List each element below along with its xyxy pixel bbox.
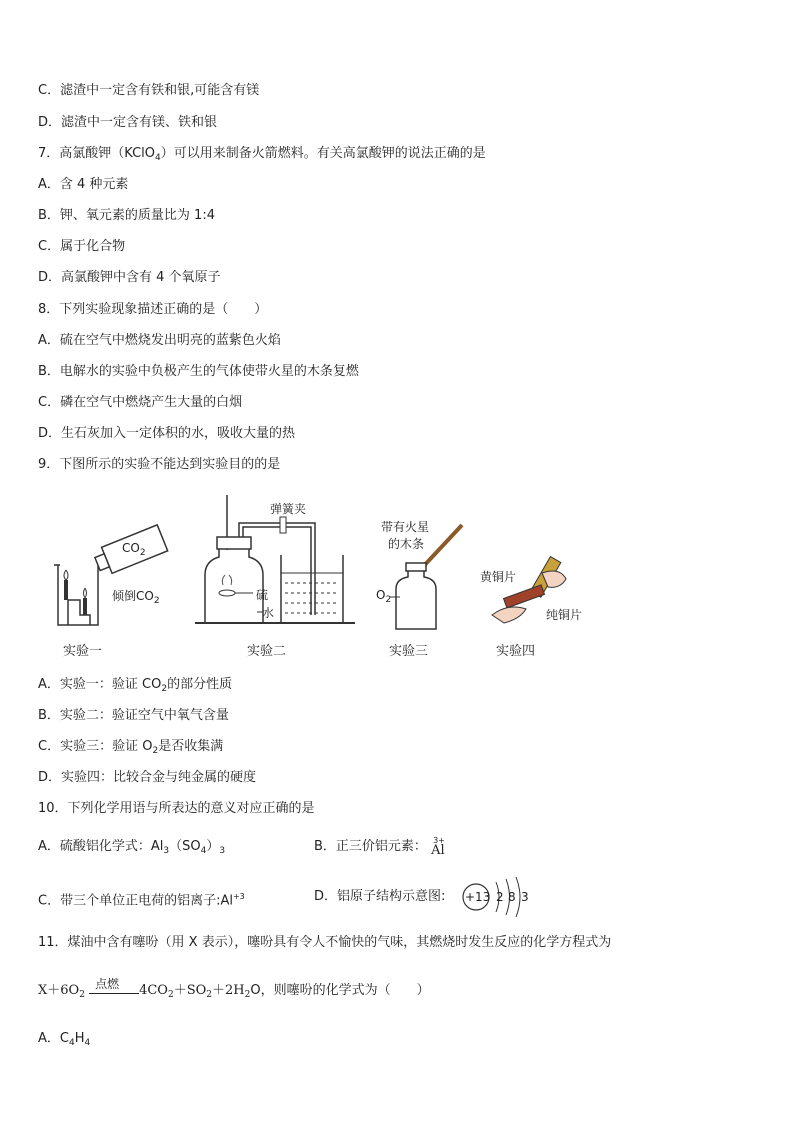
exp3-splint-label-1: 带有火星	[381, 520, 430, 534]
exp1-pour-sub: 2	[153, 596, 160, 606]
exp1-gas-sub: 2	[139, 548, 146, 558]
q7-sub: 4	[155, 153, 161, 163]
option-c-q7: C．属于化合物	[38, 239, 126, 254]
q10a-sub3: 3	[219, 846, 226, 856]
option-d-q8: D．生石灰加入一定体积的水，吸收大量的热	[38, 426, 296, 441]
q7-text-pre: 7．高氯酸钾（KClO	[38, 146, 156, 161]
q10a-mid: （SO	[169, 839, 201, 854]
exp3-gas-text: O	[376, 588, 386, 602]
option-a-q11	[38, 1030, 90, 1052]
nucleus-charge: +13	[465, 890, 491, 904]
option-b-q10	[314, 838, 449, 856]
option-c-q10	[38, 888, 245, 910]
option-a-q9	[38, 676, 232, 698]
eq-sub4: 2	[244, 990, 251, 1000]
exp1-gas-text: CO	[122, 541, 140, 555]
exp2-caption: 实验二	[247, 644, 287, 659]
option-c-q6: C．滤渣中一定含有铁和银,可能含有镁	[38, 83, 260, 98]
question-7	[38, 145, 486, 167]
option-b-q7: B．钾、氧元素的质量比为 1:4	[38, 208, 215, 223]
eq-sub2: 2	[167, 990, 174, 1000]
q11a-sub1: 4	[68, 1038, 75, 1048]
reaction-condition: 点燃	[95, 977, 120, 991]
q10a-sub2: 4	[200, 846, 207, 856]
exp4-copper-label: 纯铜片	[546, 608, 583, 622]
exp2-water-label: 水	[262, 606, 275, 620]
option-b-q8: B．电解水的实验中负极产生的气体使带火星的木条复燃	[38, 364, 359, 379]
q10b-text: B．正三价铝元素：	[314, 839, 427, 854]
exp3-gas-sub: 2	[385, 595, 392, 605]
option-a-q7: A．含 4 种元素	[38, 177, 129, 192]
option-d-q7: D．高氯酸钾中含有 4 个氧原子	[38, 270, 221, 285]
q11-equation	[38, 977, 430, 1004]
q9c-pre: C．实验三：验证 O	[38, 739, 153, 754]
exp1-pour-label	[112, 587, 160, 606]
exp1-caption: 实验一	[63, 644, 103, 659]
option-d-q9: D．实验四：比较合金与纯金属的硬度	[38, 770, 257, 785]
option-c-q8: C．磷在空气中燃烧产生大量的白烟	[38, 395, 243, 410]
option-c-q9	[38, 738, 223, 760]
q11a-pre: A．C	[38, 1031, 69, 1046]
exp1-pour-text: 倾倒CO	[112, 589, 154, 603]
q9a-sub: 2	[161, 684, 168, 694]
exp2-sulfur-label: 硫	[256, 588, 269, 602]
eq-r1: 4CO	[139, 983, 168, 998]
shell-3-electrons: 3	[521, 890, 529, 904]
exp3-splint-label-2: 的木条	[388, 537, 425, 551]
q10c-sup: +3	[232, 892, 245, 901]
exp3-o2-label	[376, 588, 391, 605]
question-9: 9．下图所示的实验不能达到实验目的的是	[38, 457, 281, 472]
eq-sub3: 2	[206, 990, 212, 1000]
eq-left: X＋6O	[38, 983, 80, 998]
eq-r4: O，则噻吩的化学式为（ ）	[250, 983, 430, 998]
reaction-arrow	[89, 977, 139, 994]
exp4-brass-label: 黄铜片	[480, 570, 517, 584]
q10b-sup: 3+	[433, 836, 445, 845]
q10a-end: ）	[206, 839, 220, 854]
q10b-al: Al	[431, 843, 445, 858]
arrow-line	[89, 993, 139, 994]
q10a-pre: A．硫酸铝化学式：Al	[38, 839, 164, 854]
option-b-q9: B．实验二：验证空气中氧气含量	[38, 708, 229, 723]
eq-r3: ＋2H	[212, 983, 245, 998]
eq-sub1: 2	[79, 990, 85, 1000]
q10a-sub1: 3	[163, 846, 170, 856]
option-d-q10: D．铝原子结构示意图:	[314, 889, 446, 904]
option-a-q8: A．硫在空气中燃烧发出明亮的蓝紫色火焰	[38, 333, 281, 348]
q9a-pre: A．实验一：验证 CO	[38, 677, 162, 692]
question-8: 8．下列实验现象描述正确的是（ ）	[38, 302, 268, 317]
q11a-sub2: 4	[84, 1038, 91, 1048]
exp3-caption: 实验三	[389, 644, 429, 659]
experiment-1-drawing	[50, 520, 170, 630]
q11a-mid: H	[74, 1031, 85, 1046]
q10b-symbol	[431, 838, 449, 856]
q9c-sub: 2	[152, 746, 159, 756]
exp4-caption: 实验四	[496, 644, 536, 659]
q10c-pre: C．带三个单位正电荷的铝离子:Al	[38, 893, 233, 909]
exp2-clamp-label: 弹簧夹	[270, 502, 307, 516]
q9a-post: 的部分性质	[167, 677, 233, 692]
q9c-post: 是否收集满	[158, 739, 224, 754]
question-11: 11．煤油中含有噻吩（用 X 表示），噻吩具有令人不愉快的气味，其燃烧时发生反应的化学方程式为	[38, 935, 612, 950]
option-a-q10	[38, 838, 225, 860]
question-10: 10．下列化学用语与所表达的意义对应正确的是	[38, 801, 315, 816]
q7-text-post: ）可以用来制备火箭燃料。有关高氯酸钾的说法正确的是	[160, 146, 486, 161]
option-d-q6: D．滤渣中一定含有镁、铁和银	[38, 115, 218, 130]
shell-1-electrons: 2	[496, 890, 504, 904]
shell-2-electrons: 8	[508, 890, 516, 904]
exp1-co2-label	[122, 541, 146, 558]
eq-r2: ＋SO	[173, 983, 207, 998]
